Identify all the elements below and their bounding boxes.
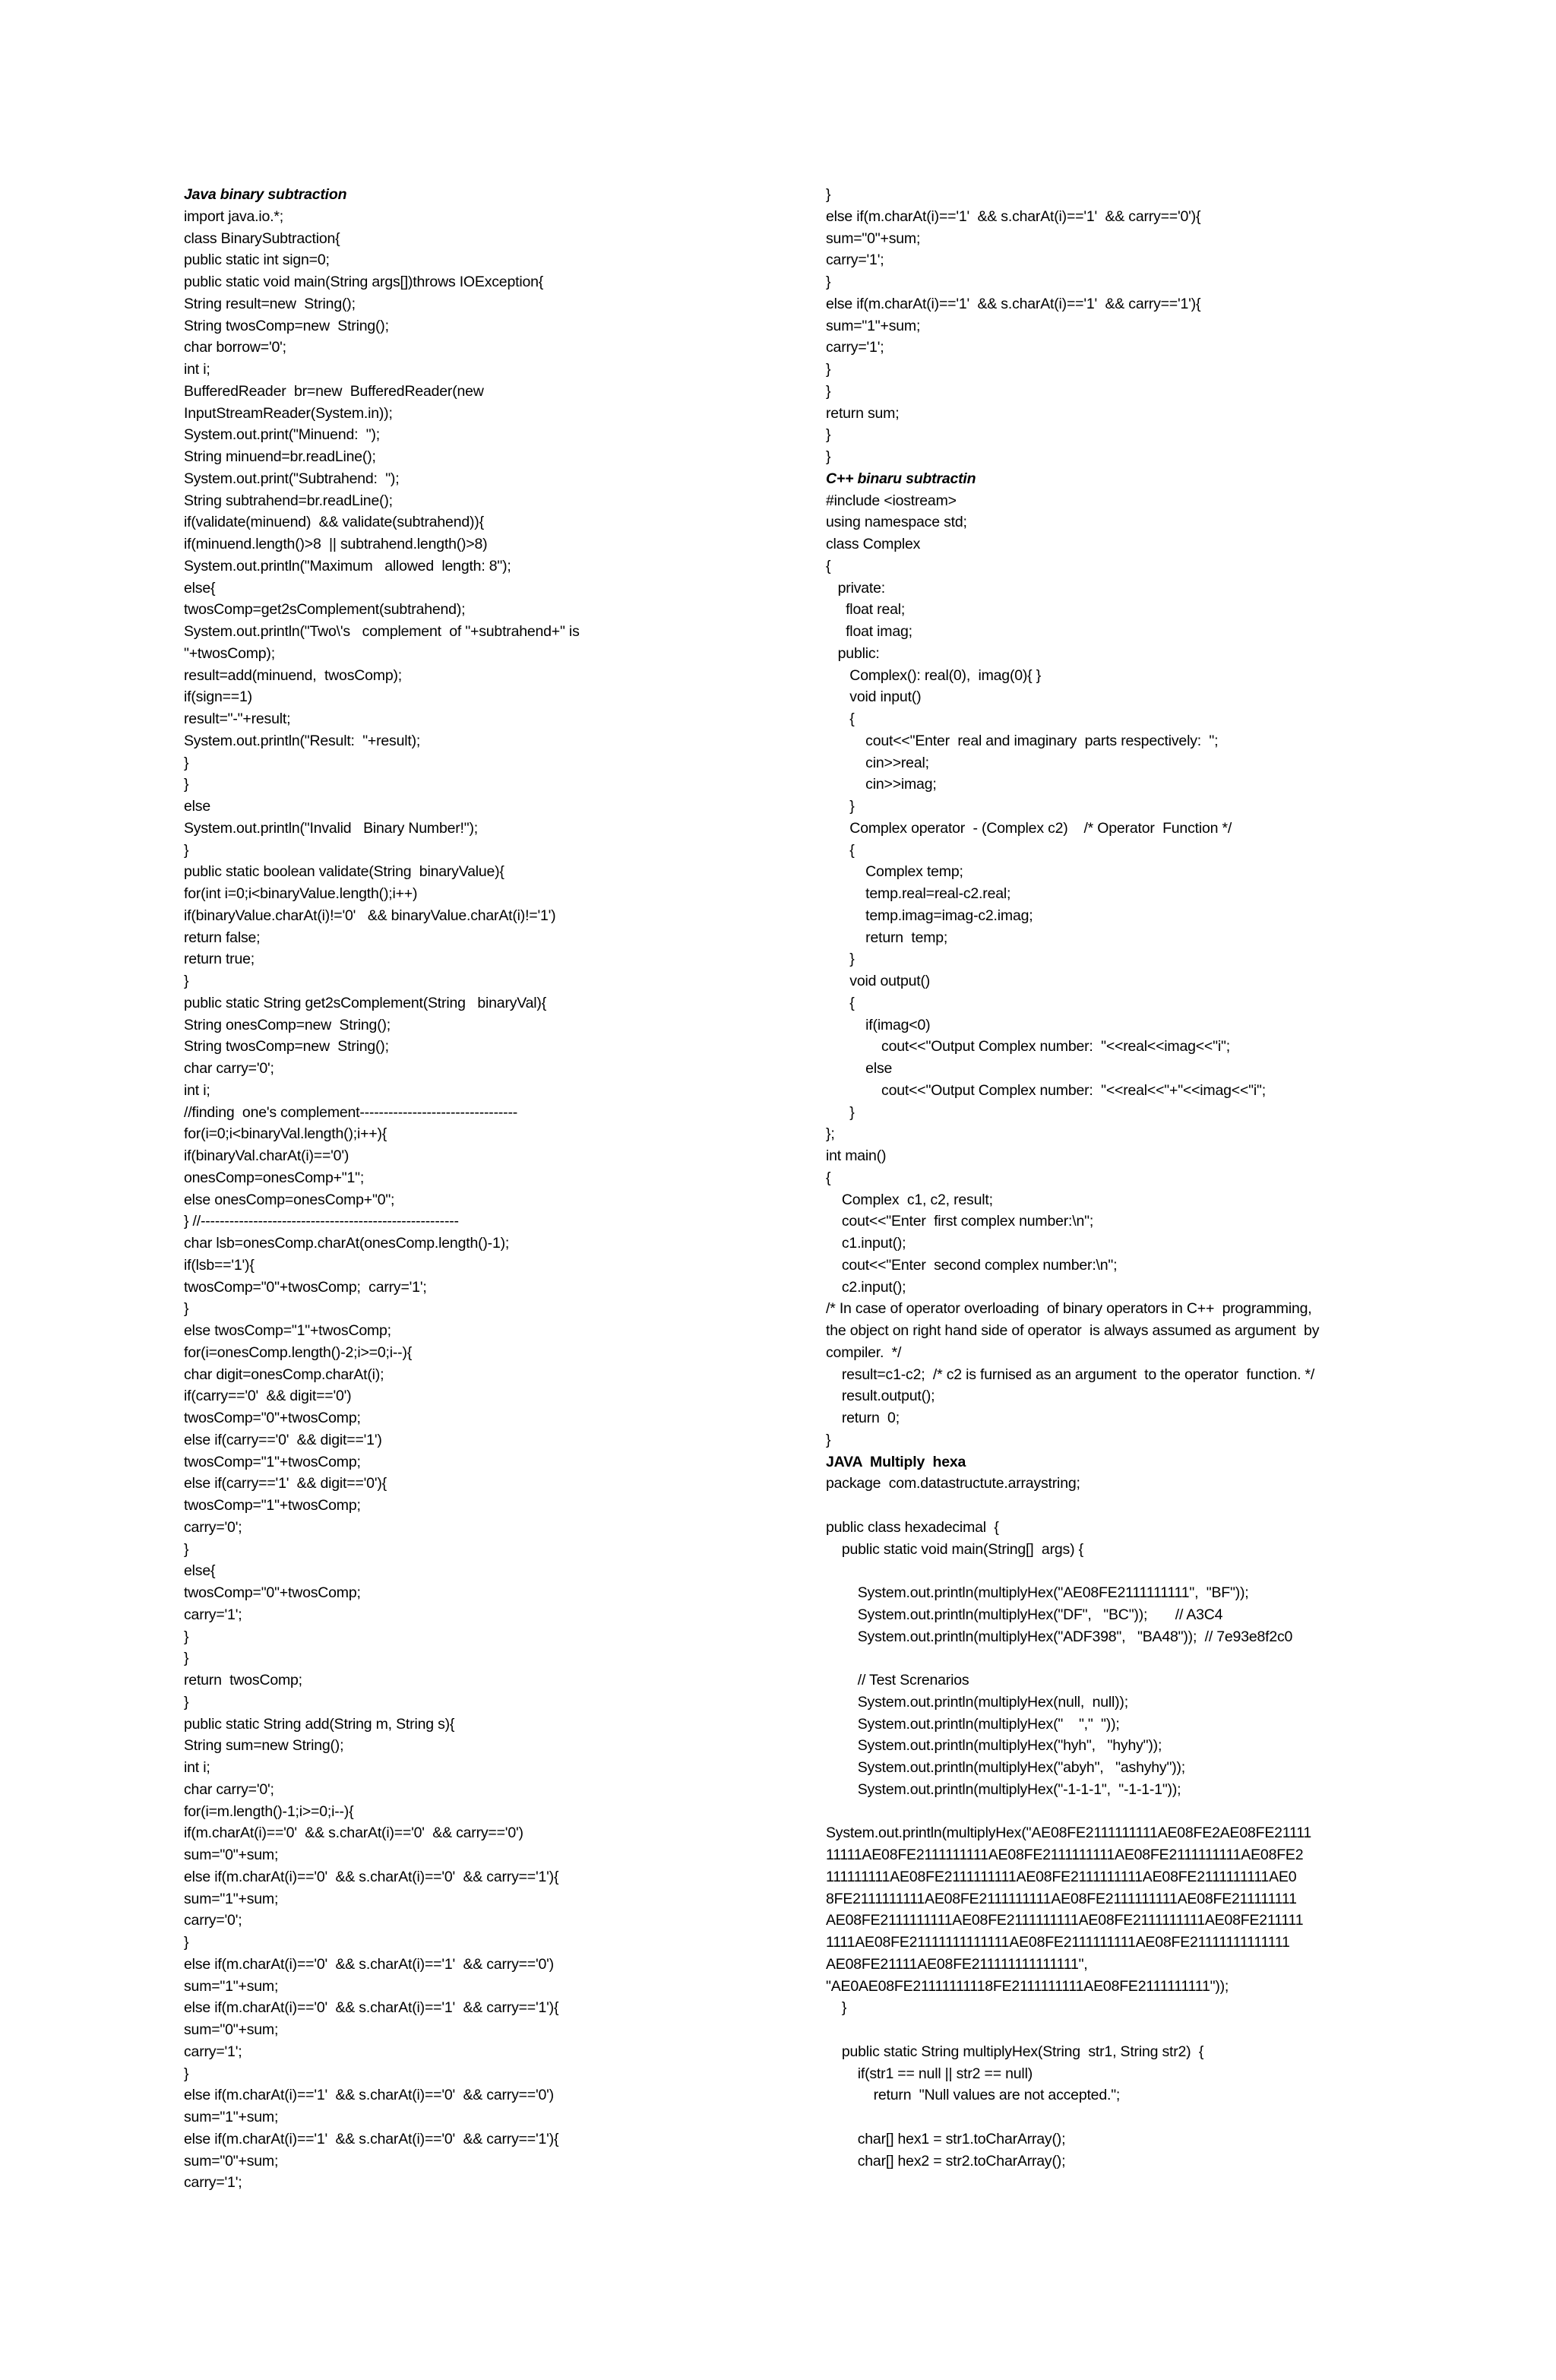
code-line: System.out.println("Invalid Binary Number!"); — [184, 819, 478, 837]
code-line: System.out.println(multiplyHex("DF", "BC")); // A3C4 — [826, 1606, 1223, 1623]
code-line: public static int sign=0; — [184, 252, 330, 269]
code-line: System.out.println(multiplyHex("AE08FE2111111111", "BF")); — [826, 1584, 1249, 1601]
code-line: } — [184, 1934, 189, 1951]
code-line: cout<<"Enter real and imaginary parts respectively: "; — [826, 732, 1219, 749]
code-line: BufferedReader br=new BufferedReader(new — [184, 382, 484, 400]
code-line: return false; — [184, 929, 261, 946]
code-line: else — [826, 1060, 893, 1077]
code-line: #include <iostream> — [826, 492, 957, 509]
code-line — [826, 1647, 1525, 1669]
code-line: import java.io.*; — [184, 207, 283, 225]
code-line: System.out.println(multiplyHex("AE08FE2111111111AE08FE2AE08FE21111 — [826, 1825, 1312, 1842]
code-line: return twosComp; — [184, 1672, 302, 1688]
code-line: if(minuend.length()>8 || subtrahend.length()>8) — [184, 536, 488, 552]
code-line: float real; — [826, 601, 906, 619]
code-line: 11111AE08FE2111111111AE08FE2111111111AE08FE2111111111AE08FE2 — [826, 1847, 1304, 1863]
code-line: twosComp="1"+twosComp; — [184, 1453, 361, 1470]
code-line: if(carry=='0' && digit=='0') — [184, 1388, 352, 1405]
code-line: carry='1'; — [826, 252, 884, 269]
code-line: { — [826, 1169, 831, 1186]
code-line: /* In case of operator overloading of binary operators in C++ programming, — [826, 1300, 1312, 1318]
code-line: for(i=m.length()-1;i>=0;i--){ — [184, 1802, 354, 1820]
code-line: } — [826, 274, 831, 290]
code-line: { — [826, 994, 855, 1011]
code-line: onesComp=onesComp+"1"; — [184, 1169, 365, 1186]
code-line — [826, 1801, 1525, 1823]
code-line: } — [184, 1540, 189, 1558]
code-line: } — [184, 841, 189, 859]
code-line: } — [826, 1999, 847, 2017]
code-line — [826, 1495, 1525, 1517]
code-line: private: — [826, 579, 885, 597]
code-line: result=add(minuend, twosComp); — [184, 666, 402, 684]
code-line: System.out.println(multiplyHex("abyh", "ashyhy")); — [826, 1759, 1186, 1776]
code-line: cin>>imag; — [826, 776, 937, 793]
code-line: the object on right hand side of operator is always assumed as argument by — [826, 1322, 1320, 1339]
code-line: } — [826, 798, 855, 815]
code-line: String twosComp=new String(); — [184, 1038, 389, 1055]
code-line: InputStreamReader(System.in)); — [184, 404, 393, 422]
code-line: if(str1 == null || str2 == null) — [826, 2065, 1033, 2082]
code-line: else{ — [184, 1562, 216, 1580]
code-line: sum="0"+sum; — [826, 229, 921, 247]
code-line: public static String get2sComplement(String binaryVal){ — [184, 994, 547, 1011]
code-line: char lsb=onesComp.charAt(onesComp.length()-1); — [184, 1235, 510, 1252]
code-line: class Complex — [826, 536, 921, 552]
code-line: twosComp=get2sComplement(subtrahend); — [184, 601, 466, 619]
code-line: System.out.print("Minuend: "); — [184, 426, 380, 444]
code-line: Complex c1, c2, result; — [826, 1191, 993, 1208]
code-line: float imag; — [826, 623, 912, 640]
code-line: } — [184, 754, 189, 771]
code-line: public static void main(String[] args) { — [826, 1540, 1083, 1558]
code-line: int main() — [826, 1147, 887, 1164]
code-line: System.out.println("Result: "+result); — [184, 732, 421, 749]
code-line: else twosComp="1"+twosComp; — [184, 1322, 391, 1339]
code-line: int i; — [184, 1759, 210, 1776]
code-line: result.output(); — [826, 1388, 935, 1405]
code-line: cout<<"Enter second complex number:\n"; — [826, 1256, 1118, 1274]
code-line: else if(carry=='1' && digit=='0'){ — [184, 1475, 387, 1492]
code-line: String twosComp=new String(); — [184, 317, 389, 334]
code-line: sum="0"+sum; — [184, 2152, 279, 2170]
code-line — [826, 2019, 1525, 2041]
code-line: else if(m.charAt(i)=='1' && s.charAt(i)=='0' && carry=='1'){ — [184, 2130, 559, 2147]
code-line: "AE0AE08FE21111111118FE2111111111AE08FE2111111111")); — [826, 1977, 1229, 1995]
code-line: char borrow='0'; — [184, 339, 286, 356]
code-line: cout<<"Output Complex number: "<<real<<imag<<"i"; — [826, 1038, 1230, 1055]
code-line: else onesComp=onesComp+"0"; — [184, 1191, 395, 1208]
code-line: using namespace std; — [826, 514, 967, 531]
code-line: if(m.charAt(i)=='0' && s.charAt(i)=='0' && carry=='0') — [184, 1825, 523, 1842]
code-line: if(lsb=='1'){ — [184, 1256, 255, 1274]
code-line: for(i=onesComp.length()-2;i>=0;i--){ — [184, 1343, 413, 1361]
code-line — [826, 2106, 1525, 2128]
code-line: String result=new String(); — [184, 295, 356, 312]
code-line: char digit=onesComp.charAt(i); — [184, 1366, 384, 1383]
code-line: }; — [826, 1125, 835, 1143]
code-line: c2.input(); — [826, 1278, 906, 1296]
code-line: } — [826, 186, 831, 203]
code-line: } — [826, 951, 855, 968]
code-line: result=c1-c2; /* c2 is furnised as an argument to the operator function. */ — [826, 1366, 1315, 1383]
code-line: public static String multiplyHex(String str1, String str2) { — [826, 2043, 1204, 2060]
code-line: // Test Screnarios — [826, 1672, 969, 1688]
code-line: else if(m.charAt(i)=='1' && s.charAt(i)=='1' && carry=='0'){ — [826, 207, 1201, 225]
code-line: String sum=new String(); — [184, 1737, 344, 1755]
code-line: } — [826, 1431, 831, 1448]
code-line: sum="0"+sum; — [184, 1847, 279, 1863]
code-line: public: — [826, 644, 880, 662]
code-line: String onesComp=new String(); — [184, 1016, 391, 1033]
code-line: else if(m.charAt(i)=='0' && s.charAt(i)=='1' && carry=='0') — [184, 1955, 554, 1973]
code-line: System.out.println("Two\'s complement of "+subtrahend+" is — [184, 623, 580, 640]
code-line: else if(m.charAt(i)=='1' && s.charAt(i)=='0' && carry=='0') — [184, 2087, 554, 2104]
code-line: return "Null values are not accepted."; — [826, 2087, 1121, 2104]
code-line: { — [826, 711, 855, 727]
code-line: sum="1"+sum; — [184, 1977, 279, 1995]
code-line: for(int i=0;i<binaryValue.length();i++) — [184, 885, 418, 902]
code-line: temp.imag=imag-c2.imag; — [826, 907, 1033, 924]
code-line: } — [826, 361, 831, 378]
code-line: } — [184, 2065, 189, 2082]
code-line: cin>>real; — [826, 754, 929, 771]
code-line: 8FE2111111111AE08FE2111111111AE08FE2111111111AE08FE211111111 — [826, 1890, 1297, 1907]
code-line: Complex(): real(0), imag(0){ } — [826, 666, 1042, 684]
code-line: } — [184, 1628, 189, 1645]
code-line: carry='1'; — [184, 2043, 242, 2060]
code-line: char[] hex1 = str1.toCharArray(); — [826, 2130, 1066, 2147]
code-line: } — [184, 1300, 189, 1318]
code-line: } — [184, 776, 189, 793]
code-line: char carry='0'; — [184, 1780, 274, 1798]
code-line: 111111111AE08FE2111111111AE08FE2111111111AE08FE2111111111AE0 — [826, 1868, 1297, 1885]
code-line: carry='1'; — [826, 339, 884, 356]
code-line: public static void main(String args[])throws IOException{ — [184, 274, 544, 290]
code-line: else — [184, 798, 210, 815]
code-line: if(validate(minuend) && validate(subtrahend)){ — [184, 514, 484, 531]
code-line: void output() — [826, 973, 931, 989]
code-line: return sum; — [826, 404, 900, 422]
code-line: char carry='0'; — [184, 1060, 274, 1077]
code-line: int i; — [184, 1081, 210, 1099]
code-line: return 0; — [826, 1410, 900, 1426]
code-line: } — [184, 1650, 189, 1667]
code-line: Complex temp; — [826, 863, 963, 881]
code-line: System.out.println(multiplyHex(" "," ")); — [826, 1715, 1120, 1733]
code-line: else{ — [184, 579, 216, 597]
code-line: cout<<"Enter first complex number:\n"; — [826, 1213, 1094, 1230]
code-line: AE08FE21111AE08FE211111111111111", — [826, 1955, 1088, 1973]
code-line: System.out.println(multiplyHex("ADF398", "BA48")); // 7e93e8f2c0 — [826, 1628, 1293, 1645]
section-heading: C++ binaru subtractin — [826, 470, 976, 487]
code-line: temp.real=real-c2.real; — [826, 885, 1011, 902]
section-heading: JAVA Multiply hexa — [826, 1453, 966, 1470]
code-line: carry='1'; — [184, 1606, 242, 1623]
code-line: sum="1"+sum; — [184, 1890, 279, 1907]
code-line: } — [826, 1103, 855, 1121]
code-line: sum="0"+sum; — [184, 2021, 279, 2038]
code-line: carry='0'; — [184, 1518, 242, 1536]
code-line: } — [826, 448, 831, 465]
code-line: for(i=0;i<binaryVal.length();i++){ — [184, 1125, 387, 1143]
code-line: System.out.println(multiplyHex("-1-1-1", "-1-1-1")); — [826, 1780, 1181, 1798]
code-line: public static boolean validate(String binaryValue){ — [184, 863, 504, 881]
code-line: carry='1'; — [184, 2174, 242, 2192]
code-line: 1111AE08FE21111111111111AE08FE2111111111AE08FE21111111111111 — [826, 1934, 1290, 1951]
code-line: cout<<"Output Complex number: "<<real<<"+"<<imag<<"i"; — [826, 1081, 1266, 1099]
code-line: System.out.println(multiplyHex(null, null)); — [826, 1693, 1128, 1711]
code-line: package com.datastructute.arraystring; — [826, 1475, 1080, 1492]
code-line: AE08FE2111111111AE08FE2111111111AE08FE2111111111AE08FE211111 — [826, 1912, 1304, 1929]
code-line: //finding one's complement--------------------------------- — [184, 1103, 518, 1121]
code-line: } — [826, 426, 831, 444]
code-line: if(imag<0) — [826, 1016, 931, 1033]
code-line: if(sign==1) — [184, 688, 252, 706]
code-line: else if(m.charAt(i)=='0' && s.charAt(i)=='1' && carry=='1'){ — [184, 1999, 559, 2017]
code-line: { — [826, 557, 831, 574]
code-line: sum="1"+sum; — [826, 317, 921, 334]
right-code-column — [826, 184, 1525, 2172]
code-line: Complex operator - (Complex c2) /* Operator Function */ — [826, 819, 1232, 837]
code-line: compiler. */ — [826, 1343, 902, 1361]
code-line: sum="1"+sum; — [184, 2109, 279, 2125]
code-line: twosComp="0"+twosComp; carry='1'; — [184, 1278, 427, 1296]
code-line: void input() — [826, 688, 922, 706]
code-line: else if(m.charAt(i)=='1' && s.charAt(i)=='1' && carry=='1'){ — [826, 295, 1201, 312]
code-line: twosComp="1"+twosComp; — [184, 1497, 361, 1514]
code-line: } — [826, 382, 831, 400]
code-line: String subtrahend=br.readLine(); — [184, 492, 393, 509]
code-line: public static String add(String m, String s){ — [184, 1715, 455, 1733]
code-line: char[] hex2 = str2.toCharArray(); — [826, 2152, 1066, 2170]
left-code-column — [184, 184, 807, 2194]
code-line: String minuend=br.readLine(); — [184, 448, 376, 465]
code-line — [826, 1560, 1525, 1582]
code-line: int i; — [184, 361, 210, 378]
code-line: twosComp="0"+twosComp; — [184, 1584, 361, 1601]
code-line: System.out.print("Subtrahend: "); — [184, 470, 400, 487]
code-line: twosComp="0"+twosComp; — [184, 1410, 361, 1426]
code-line: } //------------------------------------------------------ — [184, 1213, 459, 1230]
code-line: class BinarySubtraction{ — [184, 229, 340, 247]
code-line: c1.input(); — [826, 1235, 906, 1252]
code-line: carry='0'; — [184, 1912, 242, 1929]
code-line: { — [826, 841, 855, 859]
code-line: System.out.println(multiplyHex("hyh", "hyhy")); — [826, 1737, 1162, 1755]
code-line: if(binaryVal.charAt(i)=='0') — [184, 1147, 349, 1164]
code-line: } — [184, 1693, 189, 1711]
code-line: result="-"+result; — [184, 711, 291, 727]
code-line: return true; — [184, 951, 255, 968]
code-line: System.out.println("Maximum allowed length: 8"); — [184, 557, 511, 574]
section-heading: Java binary subtraction — [184, 186, 347, 203]
code-line: if(binaryValue.charAt(i)!='0' && binaryValue.charAt(i)!='1') — [184, 907, 556, 924]
code-line: "+twosComp); — [184, 644, 275, 662]
code-line: public class hexadecimal { — [826, 1518, 999, 1536]
code-line: return temp; — [826, 929, 948, 946]
code-line: else if(carry=='0' && digit=='1') — [184, 1431, 382, 1448]
code-line: else if(m.charAt(i)=='0' && s.charAt(i)=='0' && carry=='1'){ — [184, 1868, 559, 1885]
code-line: } — [184, 973, 189, 989]
